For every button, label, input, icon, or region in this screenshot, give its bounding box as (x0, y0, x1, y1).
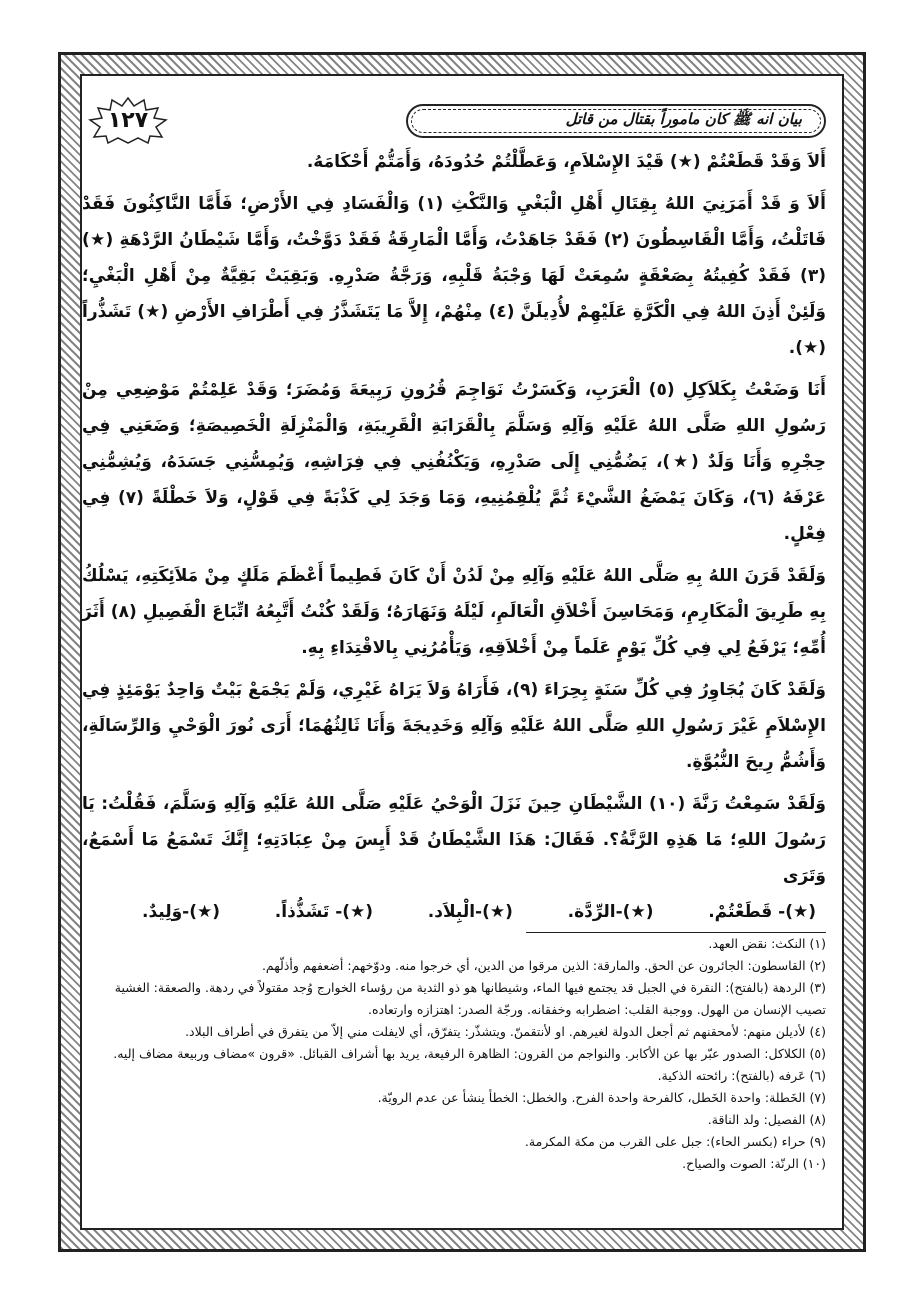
footnote: (١) النكث: نقض العهد. (708, 936, 826, 951)
page-header (82, 92, 826, 144)
chapter-title (406, 104, 826, 138)
paragraph: وَلَقَدْ كَانَ يُجَاوِرُ فِي كُلِّ سَنَةٍ بِحِرَاءَ (٩)، فَأَرَاهُ وَلاَ يَرَاهُ غَيْرِي، وَلَمْ يَجْمَعْ بَيْتٌ وَاحِدٌ يَوْمَئِذٍ فِي الإِسْلاَمِ غَيْرَ رَسُولِ اللهِ صَلَّى اللهُ عَلَيْهِ وَآلِهِ وَخَدِيجَةَ وَأَنَا ثَالِثُهُمَا؛ أَرَى نُورَ الْوَحْيِ وَالرِّسَالَةِ، وَأَشُمُّ رِيحَ النُّبُوَّةِ. (81, 680, 826, 772)
variant-reading: (★)-وَلِيدٌ. (142, 902, 221, 922)
footnote: (٣) الردهة (بالفتح): النقرة في الجبل قد يجتمع فيها الماء، وشيطانها هو ذو الثدية من رؤساء الخوارج وُجد مقتولاً في ردهة. والصعقة: الغشية تصيب الإنسان من الهول. ووجبة القلب: اضطرابه وخفقانه. ورجّة الصدر: اهتزازه وارتعاده. (114, 980, 826, 1017)
chapter-title-text: بيان انه ﷺ كان ماموراً بقتال من قاتل (565, 110, 802, 128)
variant-reading: (★)-الْبِلاَد. (427, 902, 513, 922)
footnote: (٥) الكلاكل: الصدور عبّر بها عن الأكابر. والنواجم من القرون: الظاهرة الرفيعة، يريد بها أشراف القبائل. «قرون »مضاف وربيعة مضاف إليه. (113, 1046, 826, 1061)
footnote: (٢) القاسطون: الجائرون عن الحق. والمارقة: الذين مرقوا من الدين، أي خرجوا منه. ودوّخهم: أضعفهم وأذلّهم. (261, 958, 826, 973)
footnote: (٤) لأديلن منهم: لأمحقنهم ثم أجعل الدولة لغيرهم. او لأنتقمنّ. ويتشذّر: يتفرّق، أي لايفلت مني إلاّ من يتفرق في أطراف البلاد. (185, 1024, 826, 1039)
page-content (82, 92, 826, 1175)
footnote: (٧) الخَطلة: واحدة الخَطل، كالفرحة واحدة الفرح. والخطل: الخطأ ينشأ عن عدم الرويّة. (377, 1090, 826, 1105)
paragraph: وَلَقَدْ قَرَنَ اللهُ بِهِ صَلَّى اللهُ عَلَيْهِ وَآلِهِ مِنْ لَدُنْ أَنْ كَانَ فَطِيماً أَعْظَمَ مَلَكٍ مِنْ مَلاَئِكَتِهِ، يَسْلُكُ بِهِ طَرِيقَ الْمَكَارِمِ، وَمَحَاسِنَ أَخْلاَقِ الْعَالَمِ، لَيْلَهُ وَنَهَارَهُ؛ وَلَقَدْ كُنْتُ أَتَّبِعُهُ اتِّبَاعَ الْفَصِيلِ (٨) أَثَرَ أُمِّهِ؛ يَرْفَعُ لِي فِي كُلِّ يَوْمٍ عَلَماً مِنْ أَخْلاَقِهِ، وَيَأْمُرُنِي بِالاقْتِدَاءِ بِهِ. (82, 566, 827, 658)
paragraph: أَلاَ وَقَدْ قَطَعْتُمْ (★) قَيْدَ الإِسْلاَمِ، وَعَطَّلْتُمْ حُدُودَهُ، وَأَمَتُّمْ أَحْكَامَهُ. (306, 152, 826, 172)
footnote: (٦) عَرفه (بالفتح): رائحته الذكية. (657, 1068, 826, 1083)
paragraph: أَلاَ وَ قَدْ أَمَرَنِيَ اللهُ بِقِتَالِ أَهْلِ الْبَغْيِ وَالنَّكْثِ (١) وَالْفَسَادِ فِي الأَرْضِ؛ فَأَمَّا النَّاكِثُونَ فَقَدْ قَاتَلْتُ، وَأَمَّا الْقَاسِطُونَ (٢) فَقَدْ جَاهَدْتُ، وَأَمَّا الْمَارِقَةُ فَقَدْ دَوَّخْتُ، وَأَمَّا شَيْطَانُ الرَّدْهَةِ (★)(٣) فَقَدْ كُفِيتُهُ بِصَعْقَةٍ سُمِعَتْ لَهَا وَجْبَةُ قَلْبِهِ، وَرَجَّةُ صَدْرِهِ. وَبَقِيَتْ بَقِيَّةٌ مِنْ أَهْلِ الْبَغْيِ؛ وَلَئِنْ أَذِنَ اللهُ فِي الْكَرَّةِ عَلَيْهِمْ لأُدِيلَنَّ (٤) مِنْهُمْ، إِلاَّ مَا يَتَشَذَّرُ فِي أَطْرَافِ الأَرْضِ (★) تَشَذُّراً (★). (82, 194, 827, 358)
footnote: (٩) حراء (بكسر الحاء): جبل على القرب من مكة المكرمة. (524, 1134, 826, 1149)
paragraph: أَنَا وَضَعْتُ بِكَلاَكِلِ (٥) الْعَرَبِ، وَكَسَرْتُ نَوَاجِمَ قُرُونِ رَبِيعَةَ وَمُضَرَ؛ وَقَدْ عَلِمْتُمْ مَوْضِعِي مِنْ رَسُولِ اللهِ صَلَّى اللهُ عَلَيْهِ وَآلِهِ وَسَلَّمَ بِالْقَرَابَةِ الْقَرِيبَةِ، وَالْمَنْزِلَةِ الْخَصِيصَةِ؛ وَضَعَنِي فِي حِجْرِهِ وَأَنَا وَلَدٌ (★)، يَضُمُّنِي إِلَى صَدْرِهِ، وَيَكْنُفُنِي فِي فِرَاشِهِ، وَيُمِسُّنِي جَسَدَهُ، وَيُشِمُّنِي عَرْفَهُ (٦)، وَكَانَ يَمْضَغُ الشَّيْءَ ثُمَّ يُلْقِمُنِيهِ، وَمَا وَجَدَ لِي كَذْبَةً فِي قَوْلٍ، وَلاَ خَطْلَةً (٧) فِي فِعْلٍ. (82, 380, 826, 544)
page-number-badge (88, 96, 168, 144)
page-number: ١٢٧ (107, 107, 149, 133)
variant-reading: (★)- قَطَعْتُمْ. (708, 902, 816, 922)
footnote: (٨) الفصيل: ولد الناقة. (707, 1112, 826, 1127)
paragraph: وَلَقَدْ سَمِعْتُ رَنَّةَ (١٠) الشَّيْطَانِ حِينَ نَزَلَ الْوَحْيُ عَلَيْهِ صَلَّى اللهُ عَلَيْهِ وَآلِهِ وَسَلَّمَ، فَقُلْتُ: يَا رَسُولَ اللهِ؛ مَا هَذِهِ الرَّنَّةُ؟. فَقَالَ: هَذَا الشَّيْطَانُ قَدْ أَيِسَ مِنْ عِبَادَتِهِ؛ إِنَّكَ تَسْمَعُ مَا أَسْمَعُ، وَتَرَى (82, 794, 827, 886)
footnotes (82, 933, 826, 1175)
variant-reading: (★)-الرِّدَّة. (567, 902, 654, 922)
variant-reading: (★)- تَشَذُّذاً. (274, 902, 374, 922)
footnote: (١٠) الرنّة: الصوت والصياح. (682, 1156, 826, 1171)
variant-readings (142, 902, 816, 922)
